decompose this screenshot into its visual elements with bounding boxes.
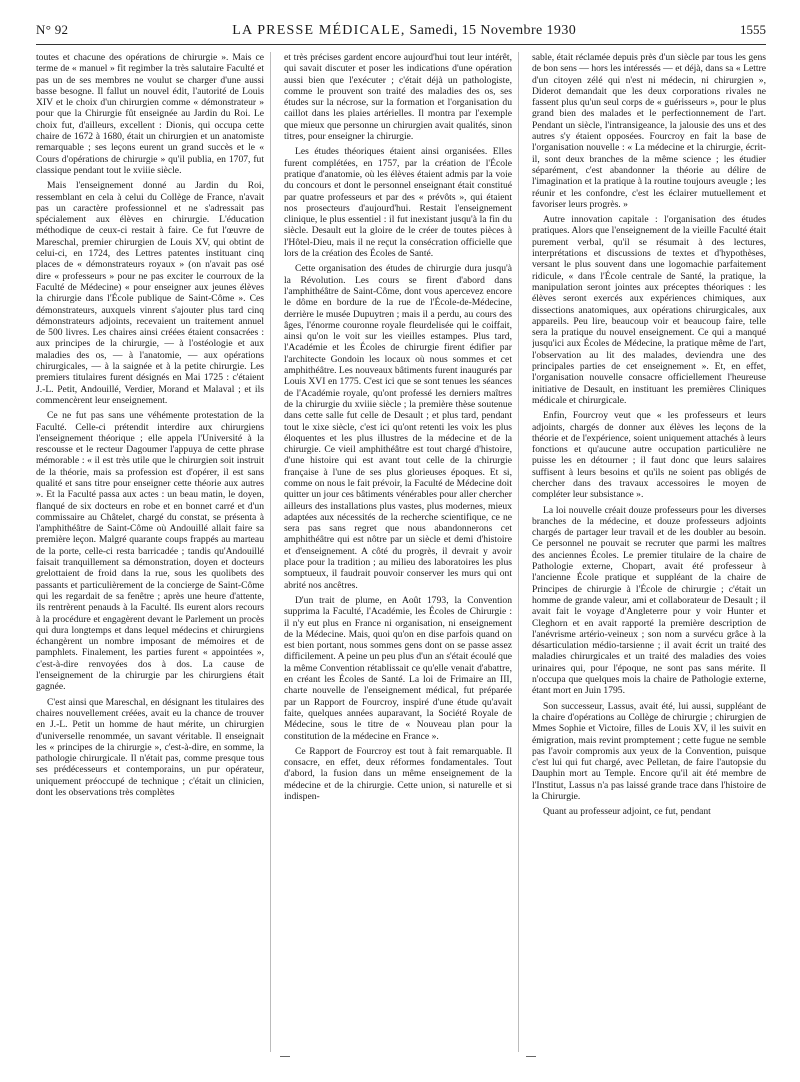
paragraph: Son successeur, Lassus, avait été, lui aussi, suppléant de la chaire d'opérations au Collège de chirurgie ; chirurgien de Mmes Sophie et Victoire, filles de Louis XV, il les suivit en émigration, mais revint promptement ; cette fugue ne semble pas l'avoir compromis aux yeux de la Convention, puisque c'est lui qui fut chargé, avec Pelletan, de faire l'autopsie du Dauphin mort au Temple. Encore qu'il ait été membre de l'Institut, Lassus n'a pas laissé grande trace dans l'histoire de la Chirurgie. [532,700,766,802]
column-2 [284,52,519,1052]
article-body [36,52,766,1052]
paragraph: Ce ne fut pas sans une véhémente protestation de la Faculté. Celle-ci prétendit interdire aux chirurgiens l'enseignement théorique ; elle appela l'Université à la rescousse et le recteur Dagoumer l'appuya de cette phrase mémorable : « il est très utile que le chirurgien soit instruit de la théorie, mais sa profession est d'opérer, il est sans qualité et sans titre pour enseigner cette théorie aux autres ». Et la Faculté passa aux actes : un beau matin, le doyen, flanqué de six docteurs en robe et en bonnet carré et d'un commissaire au Châtelet, chargé du constat, se présenta à l'amphithéâtre de Saint-Côme où Andouillé allait faire sa première leçon. Malgré quarante coups frappés au marteau de la porte, celle-ci resta barricadée ; tandis qu'Andouillé faisait tranquillement sa démonstration, doyen et docteurs grelottaient de froid dans la rue, sous les quolibets des passants et particulièrement de la concierge de Saint-Côme qui les regardait de sa fenêtre ; après une heure d'attente, ils rentrèrent penauds à la Faculté. Ils eurent alors recours à la procédure et engagèrent devant le Parlement un procès qui dura longtemps et dans lequel médecins et chirurgiens échangèrent un nombre imposant de mémoires et de pamphlets. Finalement, les parties furent « appointées », c'est-à-dire renvoyées dos à dos. La cause de l'enseignement de la chirurgie par les chirurgiens était gagnée. [36,410,264,693]
paragraph: Les études théoriques étaient ainsi organisées. Elles furent complétées, en 1757, par la création de l'École pratique d'anatomie, où les élèves étaient admis par la voie du concours et dont le personnel enseignant était constitué par quatre professeurs et par des « prévôts », qui étaient nos prosecteurs d'aujourd'hui. Restait l'enseignement clinique, le plus essentiel : il fut inexistant jusqu'à la fin du siècle. Desault eut la gloire de le créer de toutes pièces à l'Hôtel-Dieu, mais il ne reçut la consécration officielle que lors de la création des Écoles de Santé. [284,146,512,260]
issue-number: N° 92 [36,22,69,37]
issue-date: Samedi, 15 Novembre 1930 [409,23,577,38]
column-end-mark [526,1056,536,1057]
paragraph: La loi nouvelle créait douze professeurs pour les diverses branches de la médecine, et douze professeurs adjoints chargés de partager leur travail et de les doubler au besoin. Ce personnel ne pouvait se recruter que parmi les maîtres des anciennes Écoles. Le premier titulaire de la chaire de Pathologie externe, Chopart, avait été professeur à l'ancienne École pratique et suppléant de la chaire de Principes de chirurgie à l'École de chirurgie ; c'était un homme de grande valeur, ami et collaborateur de Desault ; il avait fait le voyage d'Angleterre pour y voir Hunter et Cleghorn et en avait rapporté la première description de l'anévrisme artério-veineux ; son nom a survécu grâce à la désarticulation médio-tarsienne ; il avait écrit un traité des maladies chirurgicales et un traité des maladies des voies urinaires qui, pour l'époque, ne sont pas sans mérite. Il n'occupa que quelques mois la chaire de Pathologie externe, étant mort en Juin 1795. [532,504,766,697]
paragraph: Autre innovation capitale : l'organisation des études pratiques. Alors que l'enseignement de la vieille Faculté était purement verbal, qu'il se résumait à des lectures, interprétations et discussions de textes et d'hypothèses, versant le plus souvent dans une logomachie parfaitement ridicule, « dans l'École centrale de Santé, la pratique, la manipulation seront jointes aux préceptes théoriques : les élèves seront exercés aux expériences chimiques, aux dissections anatomiques, aux opérations chirurgicales, aux appareils. Peu lire, beaucoup voir et beaucoup faire, telle sera la pratique du nouvel enseignement. Ce qui a manqué jusqu'ici aux Écoles de Médecine, la pratique même de l'art, l'observation au lit des malades, deviendra une des principales parties de cet enseignement ». Et, en effet, l'organisation nouvelle consacre officiellement l'heureuse initiative de Desault, en instituant les premières Cliniques médicale et chirurgicale. [532,214,766,406]
page-header [36,22,766,42]
paragraph: D'un trait de plume, en Août 1793, la Convention supprima la Faculté, l'Académie, les Écoles de Chirurgie : il n'y eut plus en France ni organisation, ni enseignement de la Médecine. Mais, quoi qu'on en dise parfois quand on est bien portant, nous sommes gens dont on se passe assez difficilement. A peine un peu plus d'un an s'était écoulé que la même Convention rétablissait ce qu'elle venait d'abattre, en créant les Écoles de Santé. La loi de Frimaire an III, charte nouvelle de l'enseignement médical, fut préparée par un Rapport de Fourcroy, inspiré d'une étude qu'avait faite, quelques années auparavant, la Société Royale de Médecine, sous le titre de « Nouveau plan pour la constitution de la médecine en France ». [284,594,512,742]
paragraph: et très précises gardent encore aujourd'hui tout leur intérêt, qui savait discuter et poser les indications d'une opération aussi bien que l'exécuter ; c'était déjà un pathologiste, comme le prouvent son traité des maladies des os, ses études sur la nécrose, sur la formation et l'organisation du caillot dans les plaies artérielles. Il montra par l'exemple que mieux que personne un chirurgien avait qualités, sinon titres, pour enseigner la chirurgie. [284,52,512,143]
column-1 [36,52,271,1052]
paragraph: C'est ainsi que Mareschal, en désignant les titulaires des chaires nouvellement créées, avait eu la chance de trouver en J.-L. Petit un homme de haut mérite, un chirurgien d'universelle renommée, un savant véritable. Il enseignait les « principes de la chirurgie », c'est-à-dire, en somme, la pathologie chirurgicale. Il n'était pas, comme presque tous ses prédécesseurs et contemporains, un pur opérateur, uniquement préoccupé de technique ; c'était un clinicien, dont les observations très complètes [36,696,264,798]
header-title [232,23,576,39]
paragraph: Enfin, Fourcroy veut que « les professeurs et leurs adjoints, chargés de donner aux élèves les leçons de la théorie et de l'expérience, soient uniquement attachés à leurs fonctions et qu'aucune autre occupation particulière ne puisse les en détourner ; il faut donc que leurs salaires suffisent à leurs besoins et qu'ils ne soient pas obligés de chercher dans des travaux accessoires le moyen de compléter leur subsistance ». [532,410,766,501]
header-rule [36,44,766,45]
column-3 [532,52,766,1052]
paragraph: toutes et chacune des opérations de chirurgie ». Mais ce terme de « manuel » fit regimber la très salutaire Faculté et pas un de ses membres ne voulut se charger d'une aussi basse besogne. Il fallut un nouvel édit, l'autorité de Louis XIV et le choix d'un chirurgien comme « démonstrateur » pour que la Chirurgie fût enseignée au Jardin du Roi. Le choix fut, d'ailleurs, excellent : Dionis, qui occupa cette chaire de 1672 à 1680, était un chirurgien et un anatomiste remarquable ; ses leçons eurent un grand succès et le « Cours d'opérations de chirurgie » qu'il publia, en 1707, fut classique pendant tout le xviiie siècle. [36,52,264,176]
paragraph: Mais l'enseignement donné au Jardin du Roi, ressemblant en cela à celui du Collège de France, n'avait pas un caractère professionnel et ne s'adressait pas spécialement aux élèves en chirurgie. L'éducation méthodique de ceux-ci restait à faire. Ce fut l'œuvre de Mareschal, premier chirurgien de Louis XV, qui obtint de celui-ci, en 1724, des Lettres patentes instituant cinq places de « démonstrateurs royaux » (on n'avait pas osé dire « professeurs » pour ne pas exciter le courroux de la Faculté de Médecine) « pour enseigner aux jeunes élèves la chirurgie dans l'École publique de Saint-Côme ». Ces démonstrateurs, auxquels vinrent s'ajouter plus tard cinq démonstrateurs adjoints, recevaient un traitement annuel de 500 livres. Les chaires ainsi créées étaient consacrées : aux principes de la chirurgie, — à l'ostéologie et aux maladies des os, — à l'anatomie, — aux opérations chirurgicales, — à la saignée et à la petite chirurgie. Les premiers titulaires furent désignés en Mai 1725 : c'étaient J.-L. Petit, Andouillé, Verdier, Morand et Malaval ; et ils commencèrent leur enseignement. [36,180,264,406]
paragraph: sable, était réclamée depuis près d'un siècle par tous les gens de bon sens — hors les intéressés — et déjà, dans sa « Lettre d'un citoyen zélé qui n'est ni médecin, ni chirurgien », Diderot demandait que les deux corporations rivales ne fassent plus qu'un seul corps de « guérisseurs », pour le plus grand bien des malades et le perfectionnement de l'art. Pendant un siècle, l'intransigeance, la jalousie des uns et des autres s'y étaient opposées. Fourcroy en fait la base de l'organisation nouvelle : « La médecine et la chirurgie, écrit-il, sont deux branches de la même science ; les étudier séparément, c'est abandonner la théorie au délire de l'imagination et la pratique à la routine toujours aveugle ; les réunir et les confondre, c'est les éclairer mutuellement et favoriser leurs progrès. » [532,52,766,210]
footer-marks [36,1052,766,1062]
paragraph: Cette organisation des études de chirurgie dura jusqu'à la Révolution. Les cours se firent d'abord dans l'amphithéâtre de Saint-Côme, dont vous apercevez encore le dôme en bordure de la rue de l'École-de-Médecine, derrière le musée Dupuytren ; mais il a perdu, au cours des âges, l'énorme couronne royale fleurdelisée qui le coiffait, ainsi qu'on le voit sur les vieilles estampes. Plus tard, l'Académie et les Écoles de chirurgie firent édifier par l'architecte Gondoin les locaux où nous sommes et cet amphithéâtre. Les nouveaux bâtiments furent inaugurés par Louis XVI en 1775. C'est ici que se sont tenues les séances de l'Académie royale, qu'ont professé les derniers maîtres de la chirurgie du xviiie siècle ; la première thèse soutenue dans cette salle fut celle de Desault ; et plus tard, pendant tout le xixe siècle, c'est ici qu'ont retenti les voix les plus éloquentes et les plus illustres de la médecine et de la chirurgie. Ce vieil amphithéâtre est tout chargé d'histoire, d'une histoire qui est avant tout celle de la chirurgie française à l'une de ses plus glorieuses époques. Et si, comme on nous le fait prévoir, la Faculté de Médecine doit quitter un jour ces bâtiments vénérables pour aller chercher ailleurs des installations plus vastes, plus modernes, mieux adaptées aux nécessités de la recherche scientifique, ce ne sera pas sans regret que nous abandonnerons cet amphithéâtre qui est nôtre par un siècle et demi d'histoire et d'enseignement. A côté du progrès, il devrait y avoir place pour la tradition ; au milieu des laboratoires les plus somptueux, il faudrait pouvoir conserver les murs qui ont abrité nos ancêtres. [284,263,512,591]
paragraph: Quant au professeur adjoint, ce fut, pendant [543,806,711,818]
column-end-mark [280,1056,290,1057]
paragraph: Ce Rapport de Fourcroy est tout à fait remarquable. Il consacre, en effet, deux réformes fondamentales. Tout d'abord, la fusion dans un même enseignement de la médecine et de la chirurgie. Cette union, si naturelle et si indispen- [284,745,512,802]
journal-title: LA PRESSE MÉDICALE, [232,23,406,38]
page-number: 1555 [739,22,766,37]
